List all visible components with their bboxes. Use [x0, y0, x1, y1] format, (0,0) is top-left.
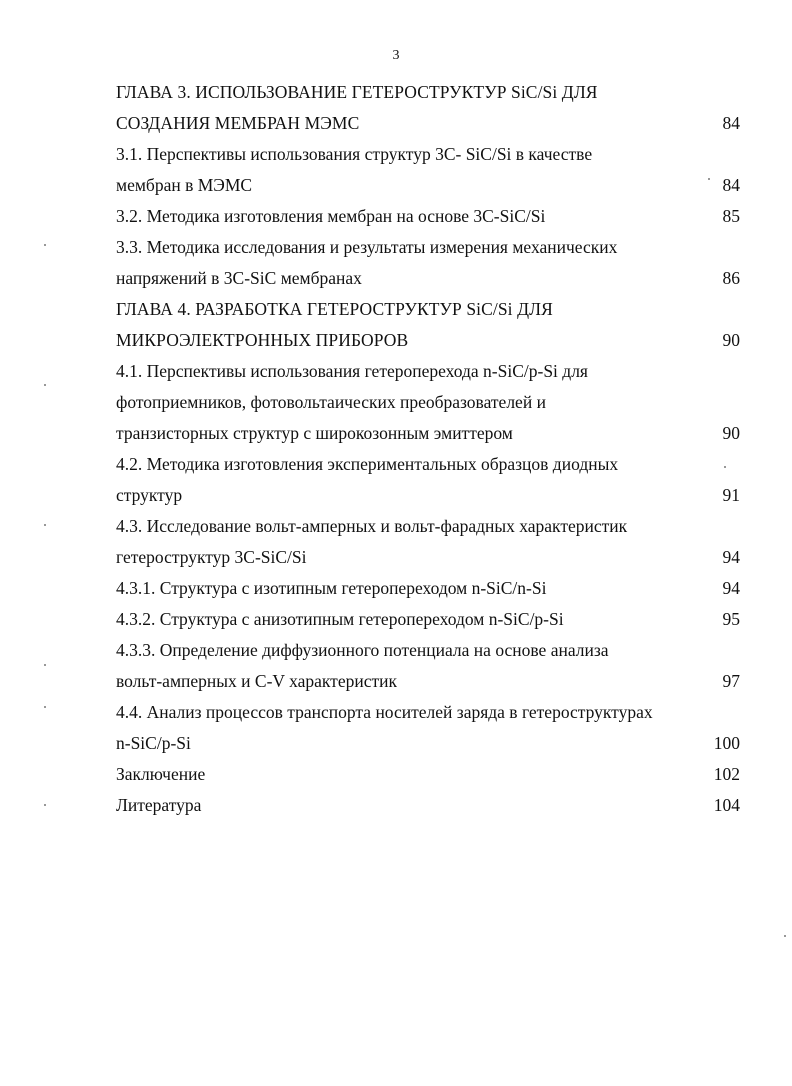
toc-entry-title: 4.3. Исследование вольт-амперных и вольт-фарадных характеристик	[116, 516, 628, 536]
toc-chapter-title: ГЛАВА 3. ИСПОЛЬЗОВАНИЕ ГЕТЕРОСТРУКТУР SiC/Si ДЛЯ	[116, 82, 598, 102]
toc-page-number: 85	[722, 206, 740, 226]
toc-entry-title: вольт-амперных и C-V характеристик	[116, 671, 397, 691]
toc-line	[116, 170, 740, 201]
toc-entry-title: 4.4. Анализ процессов транспорта носителей заряда в гетероструктурах	[116, 702, 653, 722]
toc-entry-title: мембран в МЭМС	[116, 175, 253, 195]
toc-line	[116, 542, 740, 573]
scan-speck	[708, 178, 710, 180]
scan-speck	[44, 664, 46, 666]
toc-entry-title: 4.3.3. Определение диффузионного потенциала на основе анализа	[116, 640, 609, 660]
toc-line	[116, 635, 740, 666]
toc-line	[116, 449, 740, 480]
page-number: 3	[392, 48, 400, 63]
toc-line	[116, 573, 740, 604]
toc-chapter-title: МИКРОЭЛЕКТРОННЫХ ПРИБОРОВ	[116, 330, 409, 350]
toc-chapter-title: ГЛАВА 4. РАЗРАБОТКА ГЕТЕРОСТРУКТУР SiC/Si ДЛЯ	[116, 299, 553, 319]
toc-entry-title: структур	[116, 485, 183, 505]
toc-page-number: 94	[722, 578, 740, 598]
toc-line	[116, 387, 740, 418]
toc-line	[116, 356, 740, 387]
toc-page-number: 90	[722, 423, 740, 443]
toc-entry-title: 3.3. Методика исследования и результаты измерения механических	[116, 237, 618, 257]
toc-page-number: 97	[722, 671, 740, 691]
toc-page-number: 91	[722, 485, 740, 505]
toc-entry-title: n-SiC/p-Si	[116, 733, 191, 753]
toc-line	[116, 418, 740, 449]
toc-page-number: 84	[722, 113, 740, 133]
toc-line	[116, 294, 740, 325]
toc-entry-title: гетероструктур 3C-SiC/Si	[116, 547, 307, 567]
toc-line	[116, 511, 740, 542]
scan-speck	[44, 244, 46, 246]
toc-entry-title: транзисторных структур с широкозонным эмиттером	[116, 423, 513, 443]
toc-line	[116, 77, 740, 108]
toc-page-number: 84	[722, 175, 740, 195]
scan-speck	[44, 524, 46, 526]
toc-entry-title: 3.1. Перспективы использования структур 3C- SiC/Si в качестве	[116, 144, 593, 164]
toc-line	[116, 697, 740, 728]
toc-page-number: 104	[713, 795, 740, 815]
toc-line	[116, 666, 740, 697]
toc-line	[116, 604, 740, 635]
scan-speck	[44, 384, 46, 386]
toc-page-number: 102	[713, 764, 740, 784]
scan-speck	[44, 706, 46, 708]
toc-line	[116, 759, 740, 790]
toc-entry-title: фотоприемников, фотовольтаических преобразователей и	[116, 392, 546, 412]
scan-speck	[784, 935, 786, 937]
toc-entry-title: напряжений в 3C-SiC мембранах	[116, 268, 362, 288]
toc-line	[116, 201, 740, 232]
toc-line	[116, 480, 740, 511]
toc-page-number: 100	[713, 733, 740, 753]
toc-page-number: 90	[722, 330, 740, 350]
toc-entry-title: 4.2. Методика изготовления экспериментальных образцов диодных	[116, 454, 619, 474]
toc-page-number: 94	[722, 547, 740, 567]
toc-entry-title: 4.3.1. Структура с изотипным гетеропереходом n-SiC/n-Si	[116, 578, 547, 598]
toc-entry-title: Литература	[116, 795, 202, 815]
toc-line	[116, 325, 740, 356]
toc-entry-title: 4.3.2. Структура с анизотипным гетеропереходом n-SiC/p-Si	[116, 609, 564, 629]
toc-line	[116, 108, 740, 139]
scan-speck	[44, 804, 46, 806]
toc-page-number: 95	[722, 609, 740, 629]
toc-entry-title: Заключение	[116, 764, 206, 784]
toc-line	[116, 790, 740, 821]
toc-entry-title: 4.1. Перспективы использования гетероперехода n-SiC/p-Si для	[116, 361, 588, 381]
table-of-contents	[116, 77, 740, 821]
toc-line	[116, 139, 740, 170]
toc-line	[116, 728, 740, 759]
toc-line	[116, 263, 740, 294]
scan-speck	[724, 466, 726, 468]
toc-chapter-title: СОЗДАНИЯ МЕМБРАН МЭМС	[116, 113, 360, 133]
toc-page-number: 86	[722, 268, 740, 288]
toc-line	[116, 232, 740, 263]
toc-entry-title: 3.2. Методика изготовления мембран на основе 3C-SiC/Si	[116, 206, 546, 226]
